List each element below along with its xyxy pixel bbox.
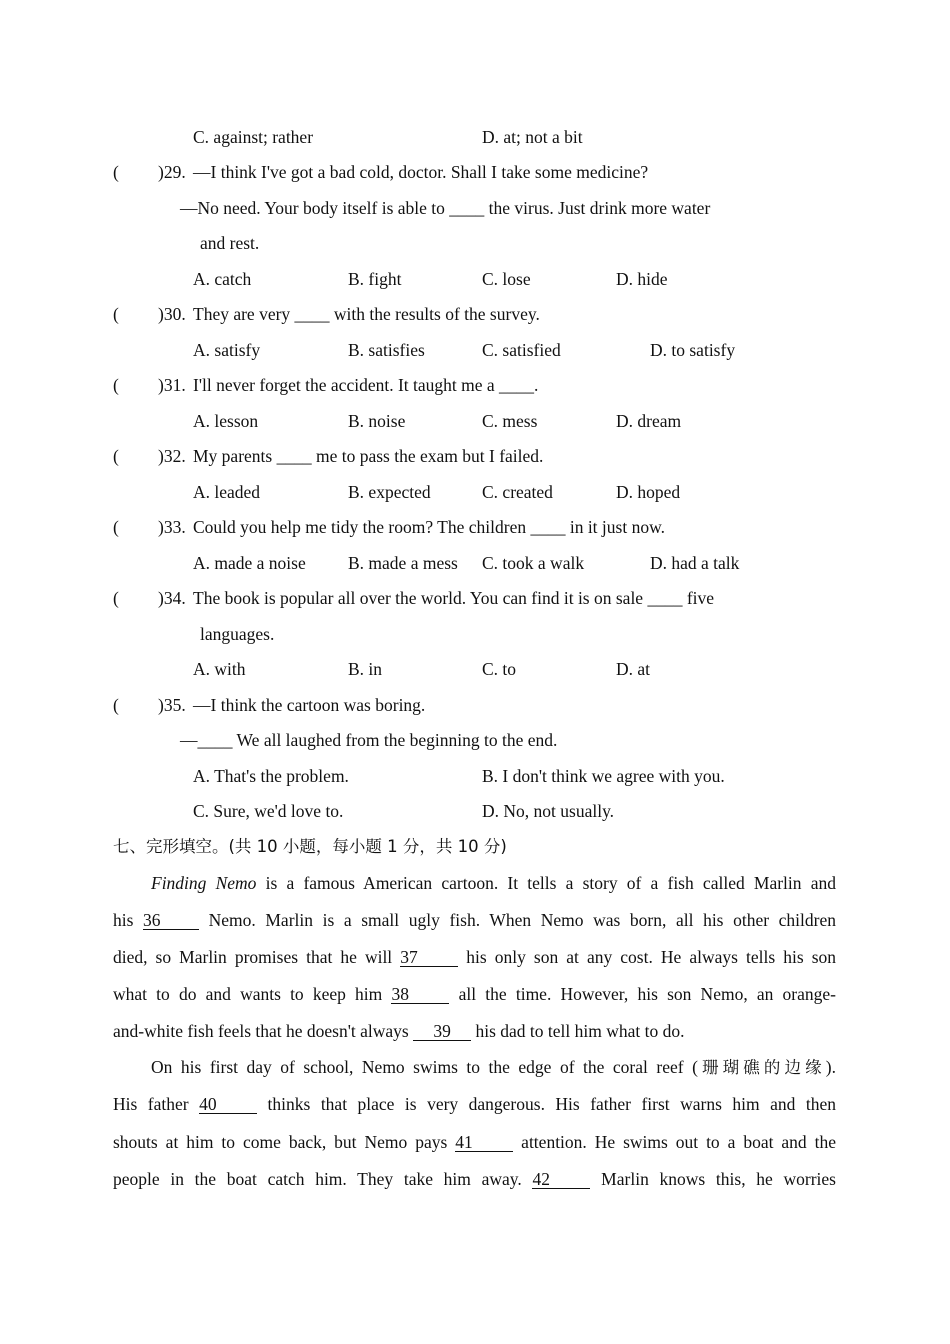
passage-text: and-white fish feels that he doesn't always [113, 1021, 414, 1041]
option-a[interactable]: A. That's the problem. [193, 766, 349, 786]
question-text: I'll never forget the accident. It taught me a ____. [193, 375, 539, 395]
question-number: )29. [158, 162, 186, 182]
q28-option-d: D. at; not a bit [482, 127, 583, 147]
passage-text: Nemo. Marlin is a small ugly fish. When Nemo was born, all his other children [199, 910, 836, 930]
option-d[interactable]: D. No, not usually. [482, 801, 615, 821]
passage-line [113, 946, 836, 968]
blank-36[interactable]: 36 [143, 911, 199, 930]
passage-line [113, 909, 836, 931]
question-number: )35. [158, 695, 186, 715]
passage-text: all the time. However, his son Nemo, an orange- [449, 984, 836, 1004]
blank-38[interactable]: 38 [391, 985, 449, 1004]
question-number: )31. [158, 375, 186, 395]
passage-text: ). [825, 1057, 836, 1077]
passage-line [113, 1168, 836, 1190]
passage-line [113, 1093, 836, 1115]
question-text: The book is popular all over the world. You can find it is on sale ____ five [193, 588, 715, 608]
option-b[interactable]: B. in [348, 659, 383, 679]
option-d[interactable]: D. to satisfy [650, 340, 736, 360]
passage-text: what to do and wants to keep him [113, 984, 392, 1004]
answer-paren[interactable]: ( [113, 162, 119, 182]
passage-line [113, 1131, 836, 1153]
blank-37[interactable]: 37 [400, 948, 458, 967]
question-text-line2: —No need. Your body itself is able to ____ the virus. Just drink more water [180, 198, 711, 218]
passage-text: his [113, 910, 144, 930]
passage-text: people in the boat catch him. They take him away. [113, 1169, 533, 1189]
option-d[interactable]: D. at [616, 659, 651, 679]
answer-paren[interactable]: ( [113, 695, 119, 715]
option-a[interactable]: A. satisfy [193, 340, 261, 360]
option-d[interactable]: D. dream [616, 411, 682, 431]
question-number: )33. [158, 517, 186, 537]
blank-42[interactable]: 42 [532, 1170, 590, 1189]
question-text-line3: and rest. [200, 233, 260, 253]
question-text: —I think I've got a bad cold, doctor. Shall I take some medicine? [193, 162, 649, 182]
question-text: —I think the cartoon was boring. [193, 695, 426, 715]
answer-paren[interactable]: ( [113, 517, 119, 537]
answer-paren[interactable]: ( [113, 446, 119, 466]
option-c[interactable]: C. satisfied [482, 340, 561, 360]
passage-text: thinks that place is very dangerous. His father first warns him and then [257, 1094, 836, 1114]
option-c[interactable]: C. lose [482, 269, 531, 289]
movie-title: Finding Nemo [151, 873, 257, 893]
option-a[interactable]: A. lesson [193, 411, 259, 431]
answer-paren[interactable]: ( [113, 304, 119, 324]
option-d[interactable]: D. hoped [616, 482, 681, 502]
passage-line [151, 1056, 836, 1079]
passage-text: his dad to tell him what to do. [471, 1021, 685, 1041]
passage-line [113, 983, 836, 1005]
passage-line [113, 1020, 684, 1042]
option-b[interactable]: B. expected [348, 482, 431, 502]
option-a[interactable]: A. with [193, 659, 246, 679]
passage-text: died, so Marlin promises that he will [113, 947, 401, 967]
question-text: They are very ____ with the results of the survey. [193, 304, 540, 324]
option-a[interactable]: A. leaded [193, 482, 261, 502]
option-b[interactable]: B. I don't think we agree with you. [482, 766, 725, 786]
passage-line [151, 872, 836, 894]
question-text: Could you help me tidy the room? The children ____ in it just now. [193, 517, 665, 537]
option-a[interactable]: A. catch [193, 269, 252, 289]
question-text: My parents ____ me to pass the exam but I failed. [193, 446, 544, 466]
section-heading: 七、完形填空。(共 10 小题，每小题 1 分，共 10 分) [113, 837, 507, 856]
option-c[interactable]: C. mess [482, 411, 538, 431]
option-b[interactable]: B. satisfies [348, 340, 425, 360]
q28-option-c: C. against; rather [193, 127, 314, 147]
option-b[interactable]: B. made a mess [348, 553, 458, 573]
blank-41[interactable]: 41 [455, 1133, 513, 1152]
option-a[interactable]: A. made a noise [193, 553, 306, 573]
passage-text: His father [113, 1094, 200, 1114]
option-d[interactable]: D. had a talk [650, 553, 740, 573]
blank-39[interactable]: 39 [413, 1022, 471, 1041]
option-b[interactable]: B. noise [348, 411, 406, 431]
option-c[interactable]: C. took a walk [482, 553, 585, 573]
blank-40[interactable]: 40 [199, 1095, 257, 1114]
passage-text: Marlin knows this, he worries [590, 1169, 836, 1189]
option-d[interactable]: D. hide [616, 269, 668, 289]
option-c[interactable]: C. to [482, 659, 517, 679]
option-c[interactable]: C. Sure, we'd love to. [193, 801, 344, 821]
option-b[interactable]: B. fight [348, 269, 402, 289]
answer-paren[interactable]: ( [113, 588, 119, 608]
passage-text: shouts at him to come back, but Nemo pays [113, 1132, 456, 1152]
chinese-gloss: 珊瑚礁的边缘 [697, 1058, 826, 1077]
question-number: )34. [158, 588, 186, 608]
question-text-line2: languages. [200, 624, 275, 644]
option-c[interactable]: C. created [482, 482, 553, 502]
question-text-line2: —____ We all laughed from the beginning to the end. [180, 730, 558, 750]
passage-text: On his first day of school, Nemo swims to the edge of the coral reef ( [151, 1057, 698, 1077]
question-number: )32. [158, 446, 186, 466]
question-number: )30. [158, 304, 186, 324]
passage-text: his only son at any cost. He always tells his son [458, 947, 837, 967]
passage-text: attention. He swims out to a boat and the [513, 1132, 837, 1152]
passage-text: is a famous American cartoon. It tells a story of a fish called Marlin and [256, 873, 836, 893]
answer-paren[interactable]: ( [113, 375, 119, 395]
